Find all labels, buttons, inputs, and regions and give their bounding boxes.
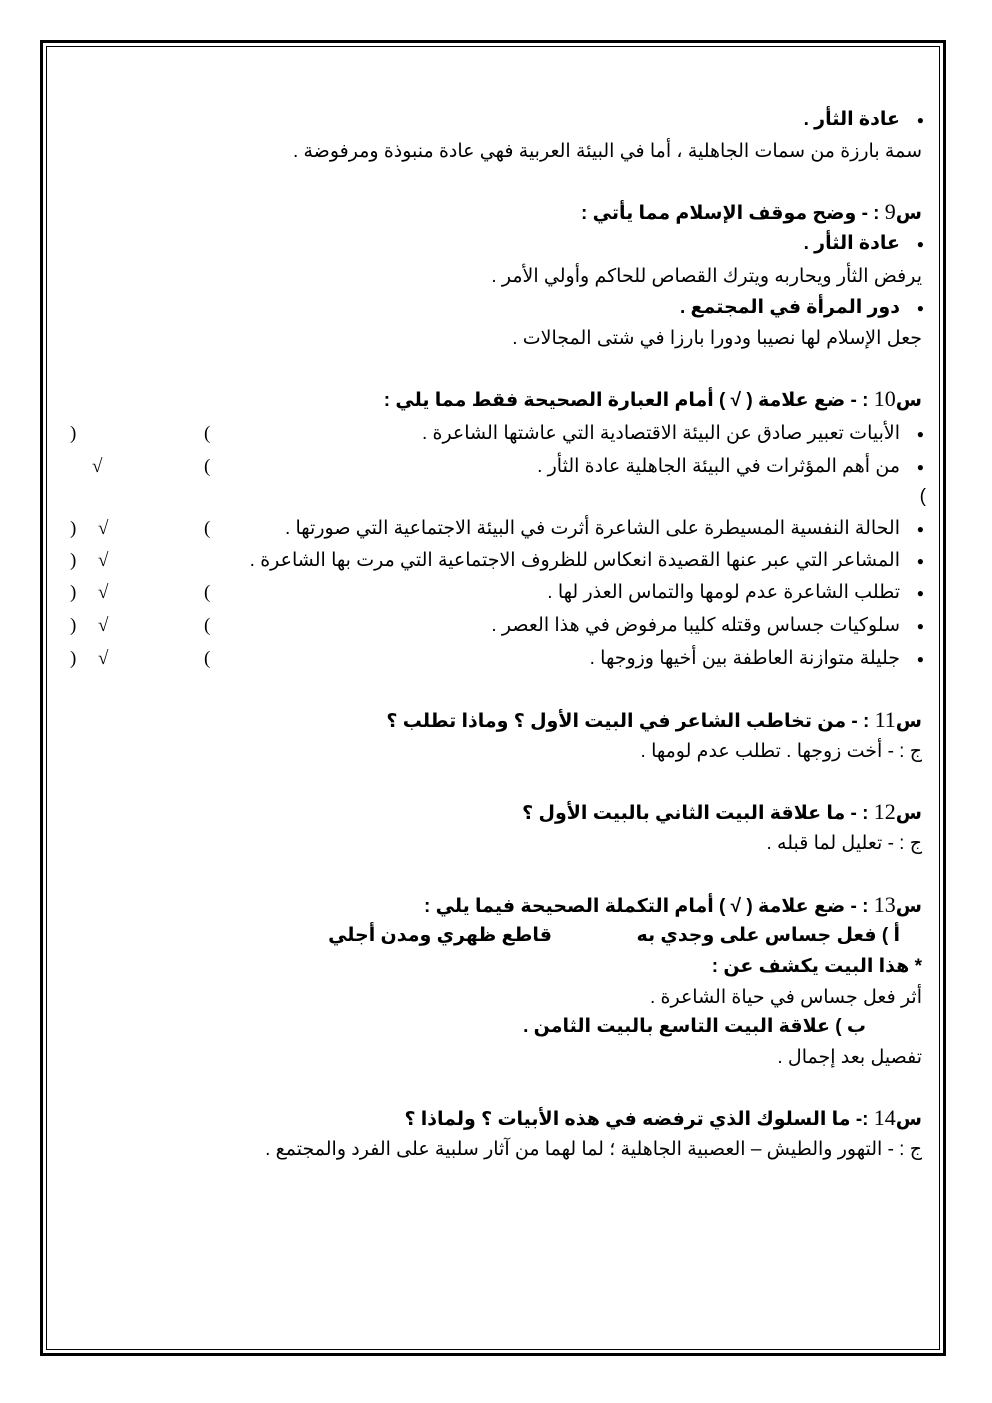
bullet-revenge-custom: ● عادة الثأر . xyxy=(804,108,900,132)
q13-part-a-verse-first: أ ) فعل جساس على وجدي به xyxy=(636,925,900,946)
q9-answer-2: جعل الإسلام لها نصيبا ودورا بارزا في شتى المجالات . xyxy=(512,328,922,349)
q10-mark-1[interactable]: ) ( xyxy=(70,423,211,444)
q10-mark-6[interactable]: ) √ ( xyxy=(70,615,211,636)
q13-part-b: ب ) علاقة البيت التاسع بالبيت الثامن . xyxy=(523,1016,866,1037)
q9-answer-1: يرفض الثأر ويحاربه ويترك القصاص للحاكم وأولي الأمر . xyxy=(491,266,922,287)
q12-answer: ج : - تعليل لما قبله . xyxy=(766,833,922,854)
answer-revenge-jahiliyya: سمة بارزة من سمات الجاهلية ، أما في البيئة العربية فهي عادة منبوذة ومرفوضة . xyxy=(292,141,922,162)
q10-mark-4[interactable]: ) √ xyxy=(70,550,109,571)
q10-mark-7[interactable]: ) √ ( xyxy=(70,648,211,669)
question-11: س11 : - من تخاطب الشاعر في البيت الأول ؟ وماذا تطلب ؟ xyxy=(386,707,922,732)
q10-item-2: ● من أهم المؤثرات في البيئة الجاهلية عادة الثأر . xyxy=(537,455,900,479)
question-14: س14 :- ما السلوك الذي ترفضه في هذه الأبيات ؟ ولماذا ؟ xyxy=(404,1105,922,1130)
q11-answer: ج : - أخت زوجها . تطلب عدم لومها . xyxy=(640,741,922,762)
q10-item-4: ● المشاعر التي عبر عنها القصيدة انعكاس للظروف الاجتماعية التي مرت بها الشاعرة . xyxy=(250,549,900,573)
q10-item-5: ● تطلب الشاعرة عدم لومها والتماس العذر لها . xyxy=(547,581,900,605)
q13-part-b-answer: تفصيل بعد إجمال . xyxy=(777,1047,922,1068)
q10-item-6: ● سلوكيات جساس وقتله كليبا مرفوض في هذا العصر . xyxy=(491,614,900,638)
q13-part-a-verse-second: قاطع ظهري ومدن أجلي xyxy=(328,925,552,946)
q10-mark-2[interactable]: √ ( xyxy=(92,456,211,477)
q14-answer: ج : - التهور والطيش – العصبية الجاهلية ؛ لما لهما من آثار سلبية على الفرد والمجتمع . xyxy=(265,1139,922,1160)
q10-item-7: ● جليلة متوازنة العاطفة بين أخيها وزوجها . xyxy=(590,647,900,671)
q10-mark-5[interactable]: ) √ ( xyxy=(70,582,211,603)
q9-bullet-2: ● دور المرأة في المجتمع . xyxy=(680,296,900,320)
q13-sub-question: * هذا البيت يكشف عن : xyxy=(711,956,922,977)
q10-stray-paren: ) xyxy=(919,486,926,507)
q10-item-3: ● الحالة النفسية المسيطرة على الشاعرة أثرت في البيئة الاجتماعية التي صورتها . xyxy=(285,517,900,541)
question-13: س13 : - ضع علامة ( √ ) أمام التكملة الصحيحة فيما يلي : xyxy=(424,892,922,917)
question-9: س9 : - وضح موقف الإسلام مما يأتي : xyxy=(581,199,922,224)
q9-bullet-1: ● عادة الثأر . xyxy=(804,232,900,256)
q10-mark-3[interactable]: ) √ ( xyxy=(70,518,211,539)
q10-item-1: ● الأبيات تعبير صادق عن البيئة الاقتصادية التي عاشتها الشاعرة . xyxy=(422,422,900,446)
question-12: س12 : - ما علاقة البيت الثاني بالبيت الأول ؟ xyxy=(522,799,922,824)
question-10: س10 : - ضع علامة ( √ ) أمام العبارة الصحيحة فقط مما يلي : xyxy=(383,386,922,411)
q13-sub-answer: أثر فعل جساس في حياة الشاعرة . xyxy=(649,987,922,1008)
